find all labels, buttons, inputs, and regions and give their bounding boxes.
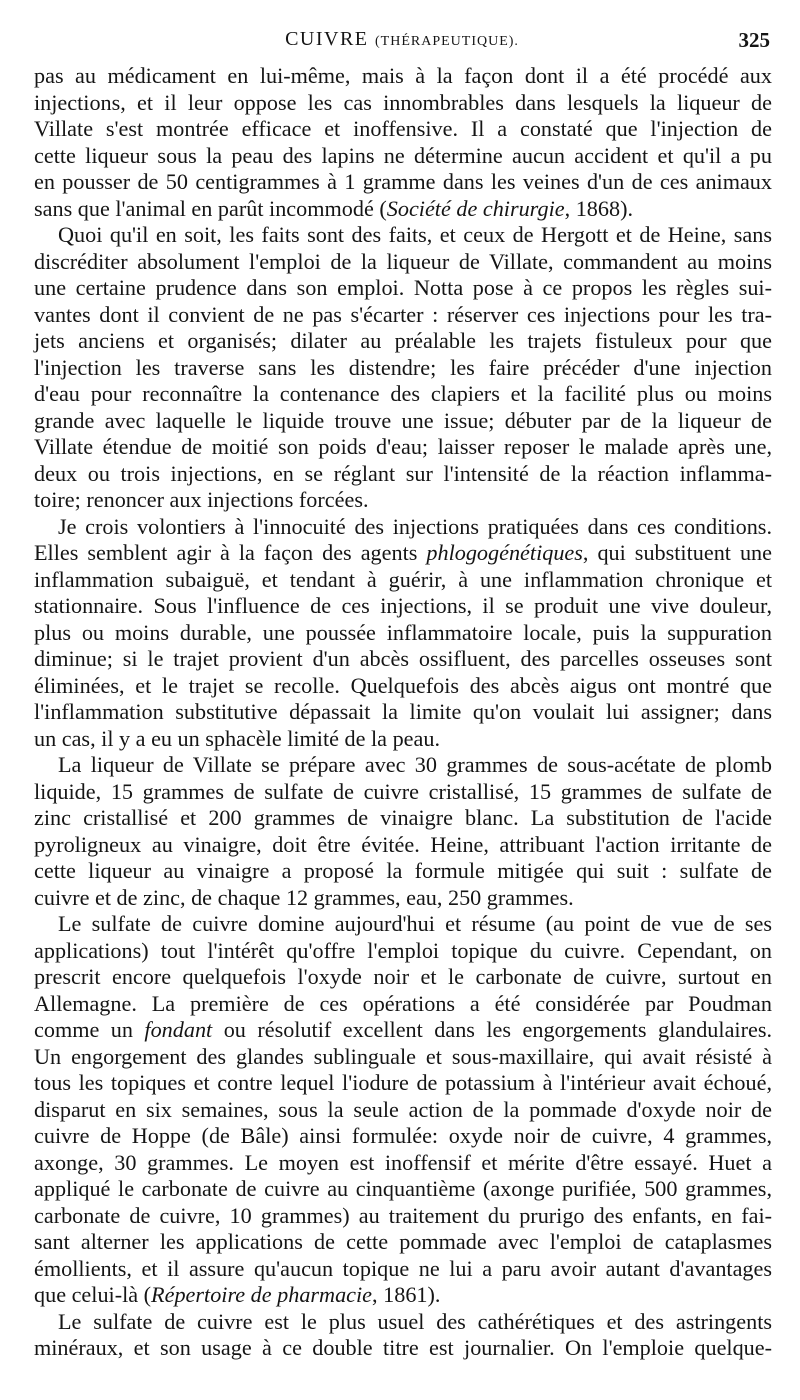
text-line: minéraux, et son usage à ce double titre est journalier. On l'emploie quelque- — [34, 1335, 772, 1360]
text-segment: Elles semblent agir à la façon des agents — [34, 540, 427, 565]
text-line: zinc cristallisé et 200 grammes de vinaigre blanc. La substitution de l'acide — [34, 805, 772, 830]
italic-reference: Société de chirurgie — [386, 195, 565, 221]
text-line: appliqué le carbonate de cuivre au cinquantième (axonge purifiée, 500 grammes, — [34, 1176, 772, 1201]
text-line: prescrit encore quelquefois l'oxyde noir et le carbonate de cuivre, surtout en — [34, 964, 772, 989]
text-line: tous les topiques et contre lequel l'iodure de potassium à l'intérieur avait échoué, — [34, 1070, 772, 1095]
running-head — [34, 28, 770, 58]
text-line — [34, 540, 772, 567]
text-line: cuivre et de zinc, de chaque 12 grammes, eau, 250 grammes. — [34, 884, 574, 910]
italic-reference: Répertoire de pharmacie — [151, 1282, 373, 1307]
italic-reference: fondant — [144, 1017, 213, 1042]
text-line: l'inflammation substitutive dépassait la limite qu'on voulait lui assigner; dans — [34, 699, 772, 724]
text-segment: , 1868). — [564, 195, 634, 221]
text-line: disparut en six semaines, sous la seule action de la pommade d'oxyde noir de — [34, 1096, 772, 1122]
text-segment: ou résolutif excellent dans les engorgements glandulaires. — [212, 1017, 772, 1042]
text-line: liquide, 15 grammes de sulfate de cuivre cristallisé, 15 grammes de sulfate de — [34, 778, 772, 804]
text-line: plus ou moins durable, une poussée inflammatoire locale, puis la suppuration — [34, 619, 772, 645]
text-line: Le sulfate de cuivre est le plus usuel des cathérétiques et des astringents — [58, 1308, 772, 1334]
text-line: pas au médicament en lui-même, mais à la façon dont il a été procédé aux — [34, 63, 772, 88]
text-line: grande avec laquelle le liquide trouve une issue; débuter par de la liqueur de — [34, 407, 772, 433]
text-line: diminue; si le trajet provient d'un abcès ossifluent, des parcelles osseuses sont — [34, 646, 772, 671]
text-line — [34, 1017, 772, 1044]
italic-reference: phlogogénétiques — [426, 540, 583, 565]
text-line: pyroligneux au vinaigre, doit être évitée. Heine, attribuant l'action irritante de — [34, 831, 772, 857]
text-line: La liqueur de Villate se prépare avec 30 grammes de sous-acétate de plomb — [58, 752, 772, 777]
text-line: émollients, et il assure qu'aucun topique ne lui a paru avoir autant d'avantages — [34, 1255, 772, 1281]
text-line: une certaine prudence dans son emploi. Notta pose à ce propos les règles sui- — [34, 275, 772, 300]
text-segment: que celui-là ( — [34, 1282, 152, 1307]
text-line: carbonate de cuivre, 10 grammes) au traitement du prurigo des enfants, en fai- — [34, 1202, 772, 1228]
text-line: en pousser de 50 centigrammes à 1 gramme dans les veines d'un de ces animaux — [34, 169, 772, 194]
text-segment: sans que l'animal en parût incommodé ( — [34, 195, 387, 221]
text-segment: , qui substituent une — [582, 540, 772, 565]
text-line: un cas, il y a eu un sphacèle limité de la peau. — [34, 725, 441, 751]
text-line: cette liqueur au vinaigre a proposé la formule mitigée qui suit : sulfate de — [34, 858, 772, 883]
text-line: cuivre de Hoppe (de Bâle) ainsi formulée: oxyde noir de cuivre, 4 grammes, — [34, 1123, 772, 1148]
text-segment: , 1861). — [372, 1282, 441, 1307]
text-line: injections, et il leur oppose les cas innombrables dans lesquels la liqueur de — [34, 89, 772, 115]
text-line: Un engorgement des glandes sublinguale et sous-maxillaire, qui avait résisté à — [34, 1043, 772, 1069]
text-line: l'injection les traverse sans les distendre; les faire précéder d'une injection — [34, 354, 772, 380]
text-line: Allemagne. La première de ces opérations a été considérée par Poudman — [34, 990, 772, 1016]
chapter-title: CUIVRE — [285, 28, 369, 50]
text-line: Villate s'est montrée efficace et inoffensive. Il a constaté que l'injection de — [34, 116, 772, 141]
text-line — [34, 196, 772, 223]
text-line — [34, 1282, 772, 1309]
text-line: stationnaire. Sous l'influence de ces injections, il se produit une vive douleur, — [34, 593, 772, 618]
text-segment: comme un — [34, 1017, 145, 1042]
text-line: applications) tout l'intérêt qu'offre l'emploi topique du cuivre. Cependant, on — [34, 937, 772, 963]
text-line: discréditer absolument l'emploi de la liqueur de Villate, commandent au moins — [34, 248, 772, 274]
text-line: Le sulfate de cuivre domine aujourd'hui et résume (au point de vue de ses — [58, 911, 772, 936]
body-text — [34, 63, 772, 1362]
text-line: toire; renoncer aux injections forcées. — [34, 487, 369, 512]
text-line: axonge, 30 grammes. Le moyen est inoffensif et mérite d'être essayé. Huet a — [34, 1149, 772, 1175]
text-line: éliminées, et le trajet se recolle. Quelquefois des abcès aigus ont montré que — [34, 672, 772, 698]
text-line: inflammation subaiguë, et tendant à guérir, à une inflammation chronique et — [34, 566, 772, 592]
text-line: Quoi qu'il en soit, les faits sont des faits, et ceux de Hergott et de Heine, sans — [58, 222, 772, 247]
text-line: jets anciens et organisés; dilater au préalable les trajets fistuleux pour que — [34, 328, 772, 353]
text-line: sant alterner les applications de cette pommade avec l'emploi de cataplasmes — [34, 1229, 772, 1254]
text-line: Je crois volontiers à l'innocuité des injections pratiquées dans ces conditions. — [58, 513, 772, 539]
text-line: deux ou trois injections, en se réglant sur l'intensité de la réaction inflamma- — [34, 460, 772, 486]
text-line: vantes dont il convient de ne pas s'écarter : réserver ces injections pour les tra- — [34, 301, 772, 327]
page-number: 325 — [738, 28, 770, 52]
chapter-subtitle: (THÉRAPEUTIQUE). — [375, 34, 519, 49]
running-head-title — [34, 28, 770, 51]
text-line: d'eau pour reconnaître la contenance des clapiers et la facilité plus ou moins — [34, 381, 772, 406]
text-line: cette liqueur sous la peau des lapins ne détermine aucun accident et qu'il a pu — [34, 142, 772, 168]
text-line: Villate étendue de moitié son poids d'eau; laisser reposer le malade après une, — [34, 434, 772, 459]
